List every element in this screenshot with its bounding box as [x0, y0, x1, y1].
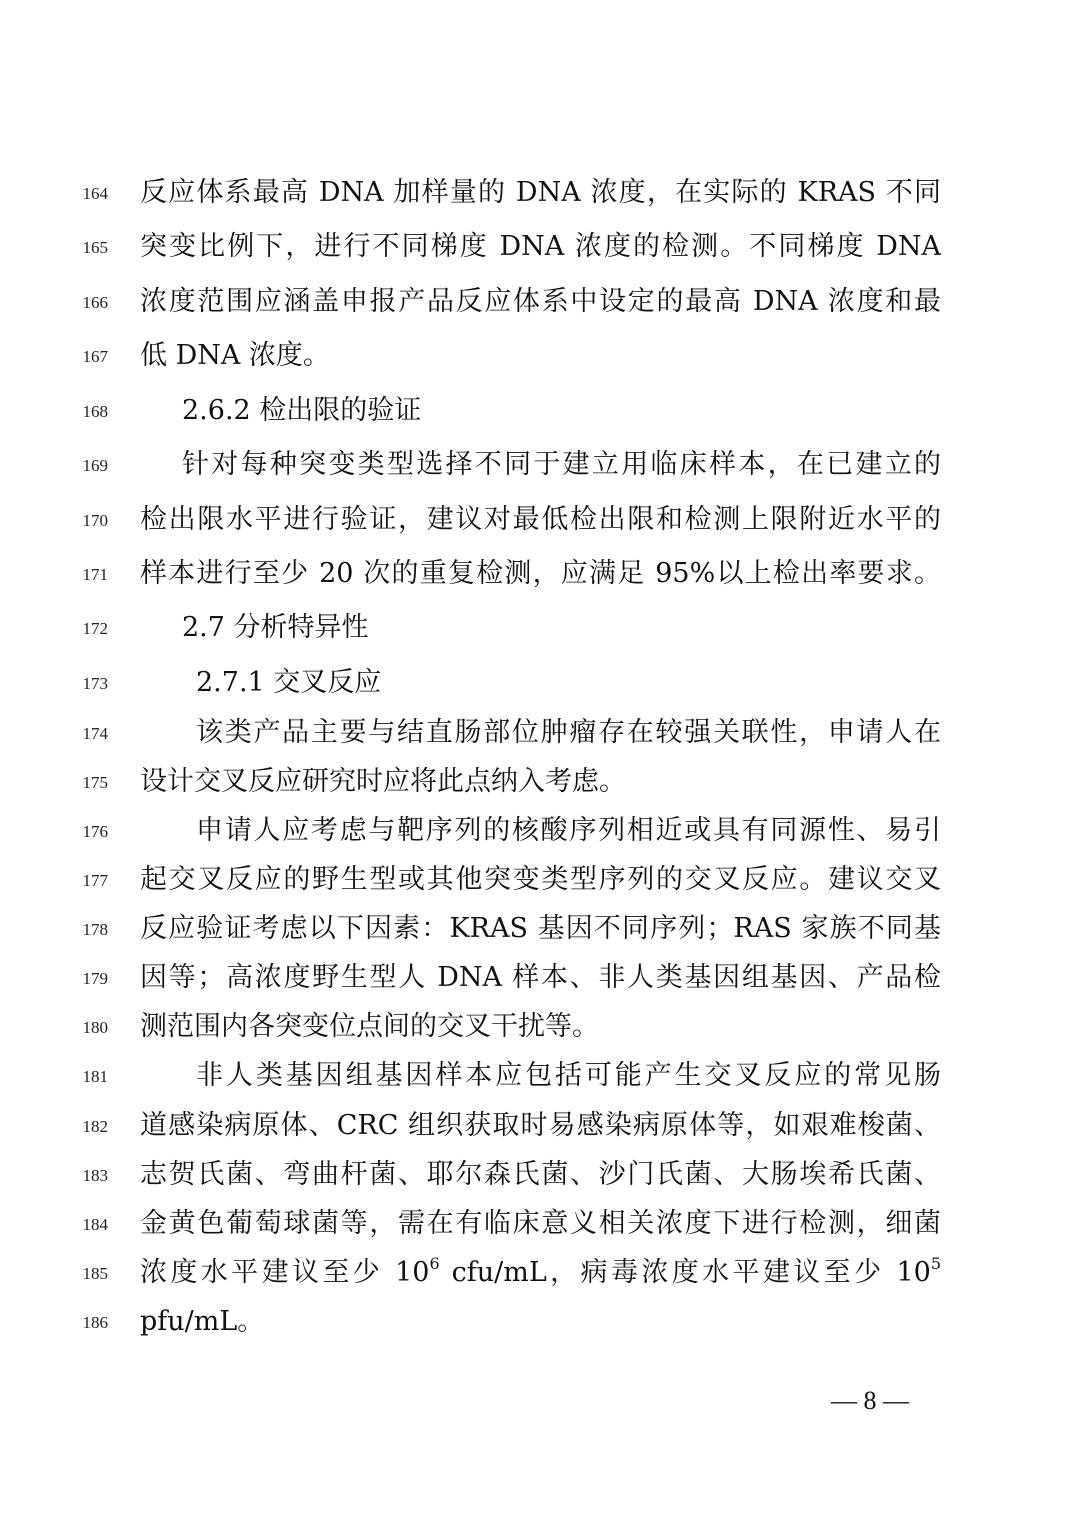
line-text: 设计交叉反应研究时应将此点纳入考虑。: [140, 766, 626, 797]
text-line: [0, 1205, 1080, 1245]
line-number: 167: [82, 347, 108, 366]
line-number: 169: [82, 456, 108, 475]
page-number: — 8 —: [831, 1386, 909, 1415]
section-heading: 2.7 分析特异性: [182, 612, 369, 643]
text-line: [0, 1156, 1080, 1196]
line-number: 180: [82, 1018, 108, 1037]
text-line: [0, 861, 1080, 901]
superscript-exponent: 5: [930, 1254, 941, 1273]
superscript-exponent: 6: [429, 1254, 440, 1273]
line-text: 申请人应考虑与靶序列的核酸序列相近或具有同源性、易引: [196, 815, 941, 846]
line-text-segment: 浓度水平建议至少 10: [140, 1257, 430, 1288]
text-line: [0, 812, 1080, 852]
line-text: 反应体系最高 DNA 加样量的 DNA 浓度，在实际的 KRAS 不同: [140, 177, 941, 208]
text-line: [0, 392, 1080, 432]
text-line: [0, 1107, 1080, 1147]
line-number: 185: [82, 1264, 108, 1283]
line-number: 178: [82, 920, 108, 939]
line-number: 186: [82, 1313, 108, 1332]
line-text: 浓度范围应涵盖申报产品反应体系中设定的最高 DNA 浓度和最: [140, 286, 941, 317]
text-line: [0, 664, 1080, 704]
text-line: [0, 1254, 1080, 1294]
line-text: [140, 1254, 941, 1292]
text-line: [0, 228, 1080, 268]
line-number: 177: [82, 871, 108, 890]
section-heading: 2.7.1 交叉反应: [196, 667, 382, 698]
line-text: 突变比例下，进行不同梯度 DNA 浓度的检测。不同梯度 DNA: [140, 231, 941, 262]
line-number: 171: [82, 565, 108, 584]
line-number: 168: [82, 402, 108, 421]
line-text: 因等；高浓度野生型人 DNA 样本、非人类基因组基因、产品检: [140, 962, 941, 993]
text-line: [0, 555, 1080, 595]
line-text: 低 DNA 浓度。: [140, 340, 330, 371]
line-text: 起交叉反应的野生型或其他突变类型序列的交叉反应。建议交叉: [140, 864, 941, 895]
line-text: 样本进行至少 20 次的重复检测，应满足 95%以上检出率要求。: [140, 558, 941, 589]
line-number: 170: [82, 511, 108, 530]
text-line: [0, 337, 1080, 377]
line-text: 测范围内各突变位点间的交叉干扰等。: [140, 1011, 599, 1042]
text-line: [0, 609, 1080, 649]
text-line: [0, 1303, 1080, 1343]
line-number: 179: [82, 969, 108, 988]
line-text: 志贺氏菌、弯曲杆菌、耶尔森氏菌、沙门氏菌、大肠埃希氏菌、: [140, 1159, 941, 1190]
line-number: 175: [82, 773, 108, 792]
text-line: [0, 714, 1080, 754]
text-line: [0, 446, 1080, 486]
line-number: 165: [82, 238, 108, 257]
line-number: 184: [82, 1215, 108, 1234]
line-text: 该类产品主要与结直肠部位肿瘤存在较强关联性，申请人在: [196, 717, 941, 748]
line-number: 183: [82, 1166, 108, 1185]
text-line: [0, 1008, 1080, 1048]
line-text: 非人类基因组基因样本应包括可能产生交叉反应的常见肠: [196, 1060, 941, 1091]
text-line: [0, 1057, 1080, 1097]
line-number: 173: [82, 674, 108, 693]
line-number: 166: [82, 293, 108, 312]
text-line: [0, 283, 1080, 323]
line-number: 164: [82, 184, 108, 203]
line-text: 金黄色葡萄球菌等，需在有临床意义相关浓度下进行检测，细菌: [140, 1208, 941, 1239]
text-line: [0, 174, 1080, 214]
line-text-segment: cfu/mL，病毒浓度水平建议至少 10: [439, 1257, 931, 1288]
text-line: [0, 501, 1080, 541]
line-number: 176: [82, 822, 108, 841]
text-line: [0, 910, 1080, 950]
line-text: 检出限水平进行验证，建议对最低检出限和检测上限附近水平的: [140, 504, 941, 535]
line-number: 181: [82, 1067, 108, 1086]
text-line: [0, 763, 1080, 803]
line-text: pfu/mL。: [140, 1306, 265, 1337]
line-text: 反应验证考虑以下因素：KRAS 基因不同序列；RAS 家族不同基: [140, 913, 941, 944]
section-heading: 2.6.2 检出限的验证: [182, 395, 422, 426]
line-text: 针对每种突变类型选择不同于建立用临床样本，在已建立的: [182, 449, 941, 480]
line-number: 174: [82, 724, 108, 743]
line-number: 182: [82, 1117, 108, 1136]
line-text: 道感染病原体、CRC 组织获取时易感染病原体等，如艰难梭菌、: [140, 1110, 941, 1141]
text-line: [0, 959, 1080, 999]
line-number: 172: [82, 619, 108, 638]
